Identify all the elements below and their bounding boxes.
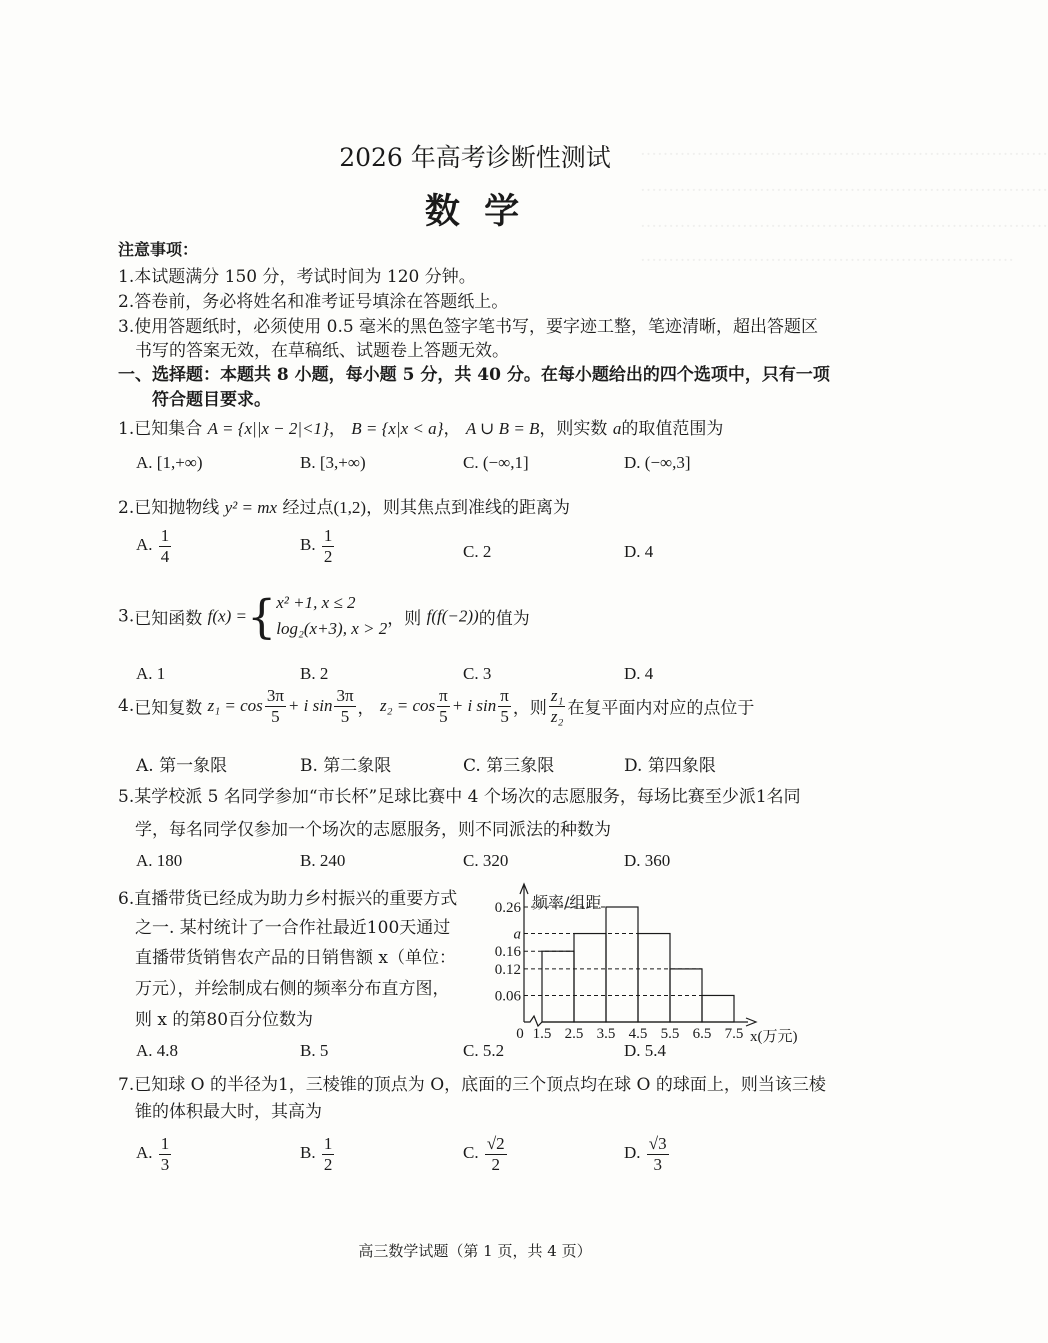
fraction-numerator: z₁ xyxy=(550,686,564,705)
question-number: 1. xyxy=(118,419,135,439)
option-a xyxy=(136,1134,173,1174)
q4-z1: z₁ = cos xyxy=(207,696,263,716)
q6-stem: 万元），并绘制成右侧的频率分布直方图， xyxy=(135,979,450,999)
option-d: D. 360 xyxy=(624,851,671,870)
histogram-bar xyxy=(702,995,734,1022)
q3-fx: f(x) = xyxy=(207,606,247,626)
notice-item: 1.本试题满分 150 分，考试时间为 120 分钟。 xyxy=(118,267,476,287)
option-b: B. 240 xyxy=(300,851,346,870)
q4-stem: 在复平面内对应的点位于 xyxy=(567,698,755,719)
x-tick-label: 1.5 xyxy=(532,1026,552,1042)
fraction-numerator: 1 xyxy=(323,1134,333,1153)
option-label: B. xyxy=(300,534,316,554)
option-b: B. 5 xyxy=(300,1041,329,1060)
question-5 xyxy=(118,782,801,807)
option-c: C. 第三象限 xyxy=(463,756,555,776)
question-number: 3. xyxy=(118,606,135,627)
histogram-bar xyxy=(638,934,670,1022)
q4-isin: + i sin xyxy=(287,696,333,716)
page-title: 2026 年高考诊断性测试 xyxy=(339,143,611,172)
q3-expr: f(f(−2)) xyxy=(426,606,479,626)
q3-stem: ，则 xyxy=(387,608,422,629)
fraction-denominator: 2 xyxy=(491,1154,501,1174)
option-d: D. 5.4 xyxy=(624,1041,667,1060)
section-heading: 符合题目要求。 xyxy=(152,390,271,410)
q2-stem: ，则其焦点到准线的距离为 xyxy=(366,498,571,518)
option-c: C. 5.2 xyxy=(463,1041,505,1060)
q2-point: (1,2) xyxy=(333,498,367,517)
fraction-numerator: 3π xyxy=(336,686,354,705)
q2-stem: 经过点 xyxy=(282,498,334,518)
notice-heading: 注意事项： xyxy=(118,240,199,259)
piecewise-brace: { xyxy=(246,589,277,644)
fraction-denominator: 5 xyxy=(271,706,280,726)
q1-union: A ∪ B = B xyxy=(465,419,540,438)
option-c: C. 320 xyxy=(463,851,509,870)
fraction-numerator: 1 xyxy=(160,526,170,545)
q6-stem: 则 x 的第80百分位数为 xyxy=(135,1010,314,1030)
y-tick-label: 0.26 xyxy=(494,900,521,916)
origin-label: 0 xyxy=(516,1026,524,1042)
q4-z2: z₂ = cos xyxy=(379,696,436,716)
notice-item: 2.答卷前，务必将姓名和准考证号填涂在答题纸上。 xyxy=(118,292,509,312)
option-c: C. 2 xyxy=(463,542,492,561)
q5-stem: 学，每名同学仅参加一个场次的志愿服务，则不同派法的种数为 xyxy=(135,820,611,840)
question-number: 5. xyxy=(118,787,135,807)
q1-sep: ， xyxy=(328,419,346,439)
option-d: D. 第四象限 xyxy=(624,756,716,776)
question-number: 2. xyxy=(118,498,135,518)
question-6 xyxy=(118,884,457,909)
option-d xyxy=(624,1134,671,1174)
q1-set-b: B = {x|x < a} xyxy=(351,419,444,438)
q1-var: a xyxy=(612,419,622,438)
histogram-bar xyxy=(606,907,638,1022)
x-tick-label: 6.5 xyxy=(692,1026,712,1042)
q2-stem: 已知抛物线 xyxy=(134,498,220,518)
histogram-bar xyxy=(542,951,574,1022)
q2-expr: y² = mx xyxy=(224,498,278,517)
fraction-denominator: 5 xyxy=(439,706,448,726)
page-footer: 高三数学试题（第 1 页，共 4 页） xyxy=(358,1242,592,1260)
question-number: 6. xyxy=(118,889,135,909)
x-tick-label: 7.5 xyxy=(724,1026,744,1042)
q6-stem: 直播带货已经成为助力乡村振兴的重要方式 xyxy=(134,889,458,909)
question-7 xyxy=(118,1070,826,1095)
option-a: A. [1,+∞) xyxy=(136,453,203,472)
fraction-denominator: 2 xyxy=(323,1154,333,1174)
fraction-denominator: 4 xyxy=(160,546,170,566)
x-tick-label: 4.5 xyxy=(628,1026,648,1042)
fraction-numerator: 1 xyxy=(160,1134,170,1153)
section-heading: 一、选择题：本题共 8 小题，每小题 5 分，共 40 分。在每小题给出的四个选项中，只有一项 xyxy=(118,365,830,385)
q4-stem: ，则 xyxy=(512,698,547,719)
option-a xyxy=(136,526,173,566)
y-tick-label: 0.12 xyxy=(494,961,521,978)
q3-case: log₂(x+3), x > 2 xyxy=(276,619,388,639)
option-a: A. 4.8 xyxy=(136,1041,179,1060)
option-b xyxy=(300,526,336,566)
notice-item: 3.使用答题纸时，必须使用 0.5 毫米的黑色签字笔书写，要字迹工整，笔迹清晰，超出答题区 xyxy=(118,317,819,337)
option-c: C. 3 xyxy=(463,664,492,683)
question-number: 7. xyxy=(118,1075,135,1095)
option-c xyxy=(463,1134,509,1174)
option-label: A. xyxy=(136,534,153,554)
fraction-numerator: 3π xyxy=(266,686,284,705)
option-a: A. 1 xyxy=(136,664,166,683)
q3-case: x² +1, x ≤ 2 xyxy=(276,593,356,612)
q7-stem: 锥的体积最大时，其高为 xyxy=(135,1102,322,1122)
q6-stem: 直播带货销售农产品的日销售额 x（单位： xyxy=(135,948,456,968)
frequency-histogram xyxy=(480,878,840,1048)
fraction-numerator: π xyxy=(439,686,448,705)
q7-stem: 已知球 O 的半径为1，三棱锥的顶点为 O，底面的三个顶点均在球 O 的球面上，则当该三棱 xyxy=(134,1075,826,1095)
question-number: 4. xyxy=(118,696,135,717)
fraction-denominator: 5 xyxy=(340,706,350,726)
option-a: A. 180 xyxy=(136,851,183,870)
option-c: C. (−∞,1] xyxy=(463,453,529,472)
fraction-denominator: 3 xyxy=(653,1154,662,1174)
fraction-numerator: √2 xyxy=(486,1134,505,1153)
q3-stem: 已知函数 xyxy=(134,608,203,629)
y-tick-label: 0.16 xyxy=(494,944,521,961)
option-label: B. xyxy=(300,1142,316,1162)
question-3 xyxy=(118,590,530,643)
option-b: B. [3,+∞) xyxy=(300,453,366,472)
q1-stem: ，则实数 xyxy=(539,419,608,439)
histogram-bar xyxy=(574,934,606,1022)
q4-sep: ， xyxy=(357,698,375,719)
subject-title: 数 学 xyxy=(424,191,526,232)
option-b xyxy=(300,1134,336,1174)
q1-stem: 已知集合 xyxy=(134,419,203,439)
option-d: D. 4 xyxy=(624,542,654,561)
fraction-denominator: 2 xyxy=(323,546,333,566)
fraction-numerator: √3 xyxy=(648,1134,667,1153)
fraction-denominator: 5 xyxy=(500,706,509,726)
x-axis xyxy=(524,1016,748,1026)
x-tick-label: 5.5 xyxy=(660,1026,680,1042)
x-axis-label: x(万元) xyxy=(750,1029,798,1045)
q1-set-a: A = {x||x − 2|<1} xyxy=(207,419,329,438)
q5-stem: 某学校派 5 名同学参加“市长杯”足球比赛中 4 个场次的志愿服务，每场比赛至少派1名同 xyxy=(134,787,801,807)
x-tick-label: 3.5 xyxy=(596,1026,616,1042)
q4-stem: 已知复数 xyxy=(134,698,203,719)
q3-stem: 的值为 xyxy=(478,608,530,629)
question-1 xyxy=(118,414,723,439)
q1-sep: ， xyxy=(443,419,461,439)
option-d: D. (−∞,3] xyxy=(624,453,691,472)
fraction-denominator: z₂ xyxy=(550,706,564,726)
fraction-numerator: π xyxy=(500,686,509,705)
fraction-numerator: 1 xyxy=(323,526,333,545)
notice-item: 书写的答案无效，在草稿纸、试题卷上答题无效。 xyxy=(135,341,509,361)
option-label: C. xyxy=(463,1142,479,1162)
fraction-denominator: 3 xyxy=(160,1154,170,1174)
q1-stem: 的取值范围为 xyxy=(621,419,724,439)
y-tick-label: 0.06 xyxy=(494,988,521,1005)
x-tick-label: 2.5 xyxy=(564,1026,584,1042)
y-axis-label: 频率/组距 xyxy=(532,893,602,912)
option-b: B. 2 xyxy=(300,664,329,683)
question-4 xyxy=(118,686,754,726)
option-b: B. 第二象限 xyxy=(300,756,392,776)
option-label: D. xyxy=(624,1142,641,1162)
option-label: A. xyxy=(136,1142,153,1162)
q6-stem: 之一. 某村统计了一合作社最近100天通过 xyxy=(135,918,451,938)
option-a: A. 第一象限 xyxy=(136,756,228,776)
option-d: D. 4 xyxy=(624,664,654,683)
question-2 xyxy=(118,493,570,518)
y-tick-label: a xyxy=(513,926,521,943)
q4-isin: + i sin xyxy=(451,696,497,716)
